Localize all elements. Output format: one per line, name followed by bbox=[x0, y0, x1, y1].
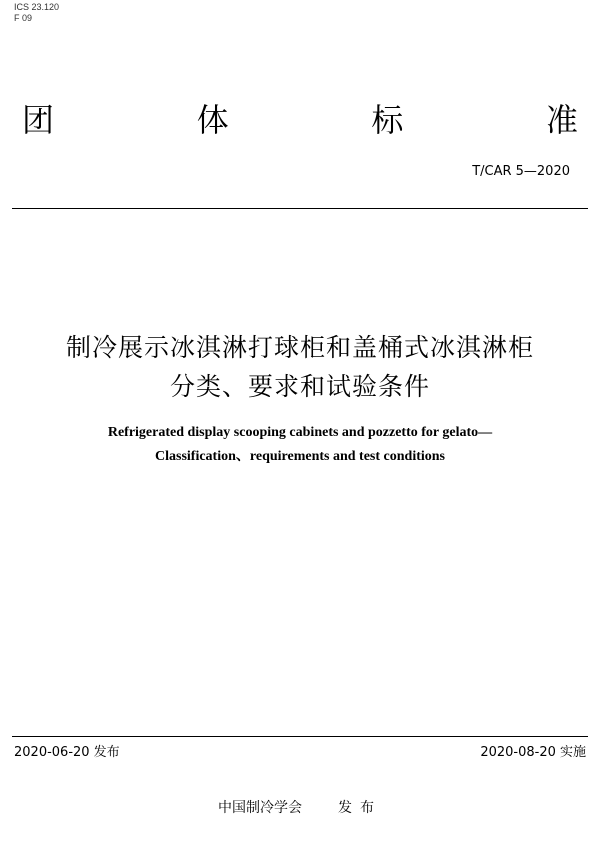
classification-codes bbox=[14, 2, 59, 24]
standard-type-char: 标 bbox=[371, 101, 404, 139]
standard-number: T/CAR 5—2020 bbox=[472, 164, 570, 179]
title-chinese-line-1: 制冷展示冰淇淋打球柜和盖桶式冰淇淋柜 bbox=[65, 333, 534, 362]
publisher-line bbox=[0, 799, 600, 817]
standard-type-char: 团 bbox=[22, 101, 55, 139]
implementation-date: 2020-08-20 实施 bbox=[480, 745, 586, 760]
ccs-code: F 09 bbox=[14, 13, 33, 23]
title-chinese-line-2: 分类、要求和试验条件 bbox=[169, 372, 430, 401]
bottom-divider bbox=[12, 736, 588, 737]
standard-type-char: 体 bbox=[196, 101, 229, 139]
publisher-action: 发布 bbox=[338, 800, 382, 816]
publisher-name: 中国制冷学会 bbox=[218, 800, 302, 816]
standard-type-heading bbox=[22, 100, 578, 140]
ics-code: ICS 23.120 bbox=[14, 2, 60, 12]
standard-type-char: 准 bbox=[545, 101, 578, 139]
title-english-line-1: Refrigerated display scooping cabinets and pozzetto for gelato— bbox=[107, 425, 493, 440]
title-english-line-2: Classification、requirements and test conditions bbox=[155, 449, 445, 464]
top-divider bbox=[12, 208, 588, 209]
issue-date: 2020-06-20 发布 bbox=[14, 745, 120, 760]
